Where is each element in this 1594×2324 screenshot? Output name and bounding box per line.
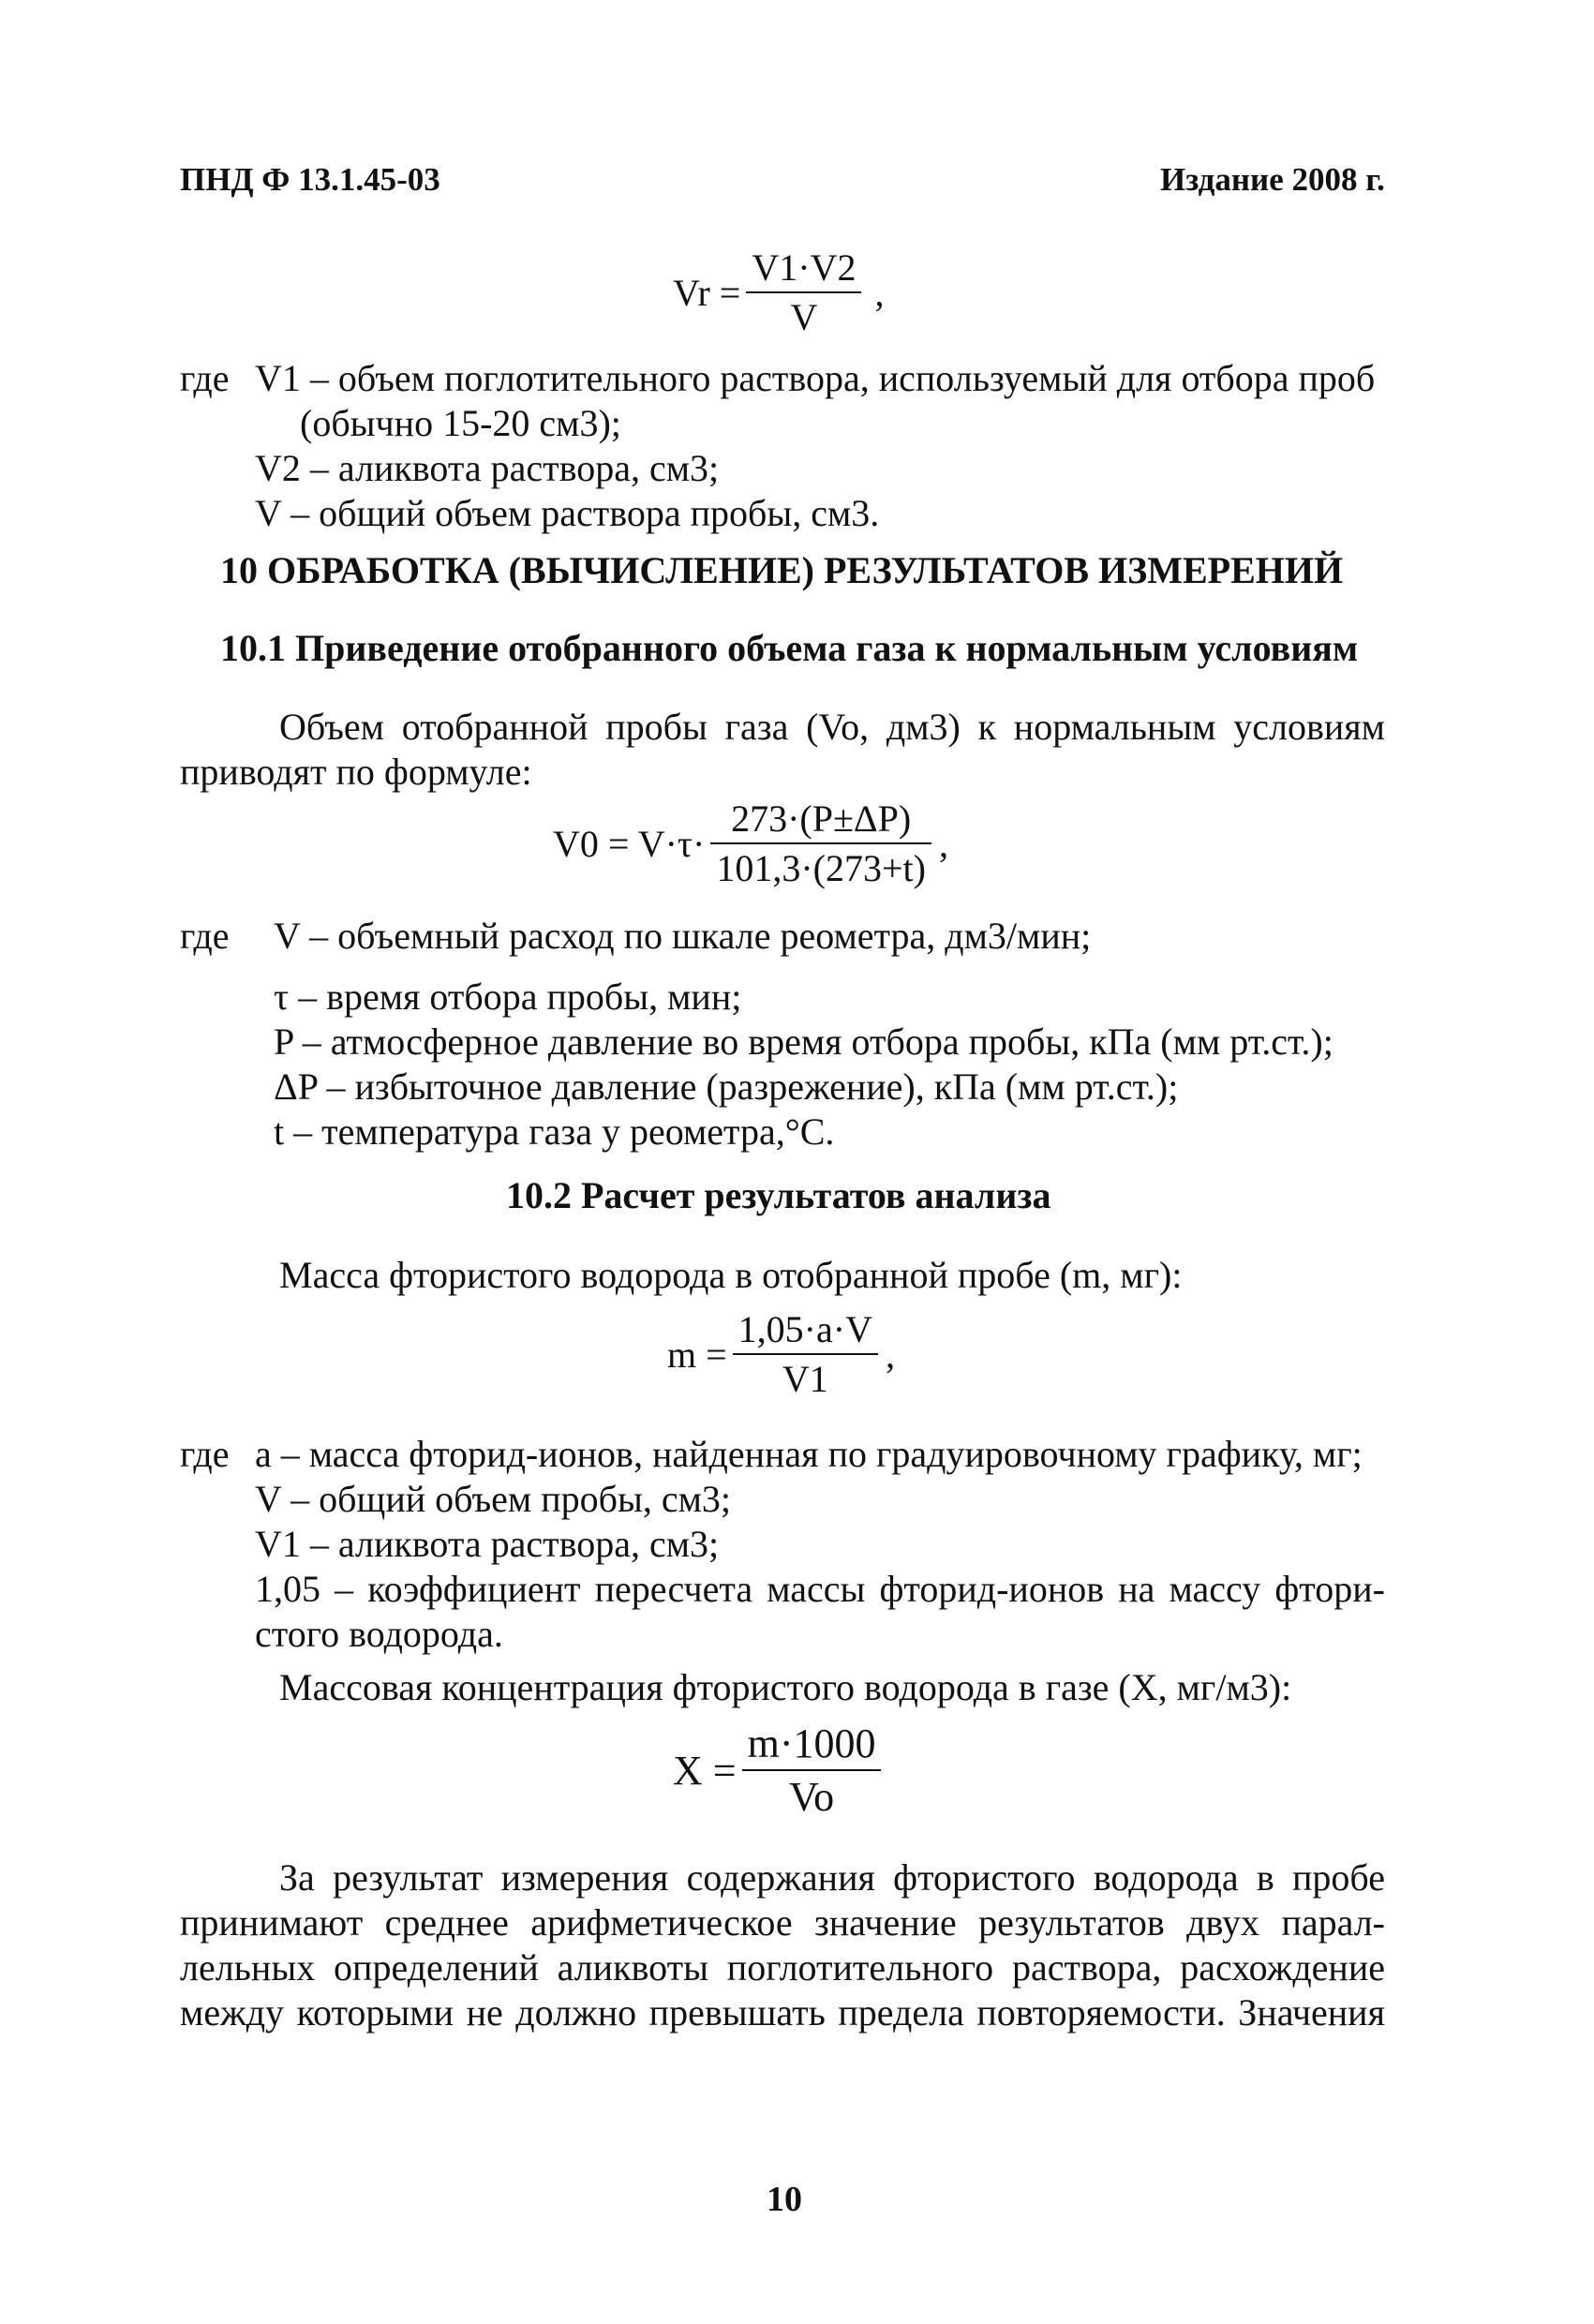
formula-v0 xyxy=(553,797,948,890)
edition-label: Издание 2008 г. xyxy=(1160,161,1385,198)
formula-v0-comma: , xyxy=(938,822,948,865)
v0-legend-line-5: t – температура газа у реометра,°С. xyxy=(274,1110,835,1153)
page-number: 10 xyxy=(767,2180,802,2219)
formula-vr-comma: , xyxy=(874,271,885,314)
vr-legend-line-1b: (обычно 15-20 см3); xyxy=(300,402,621,444)
section-10-1-title: 10.1 Приведение отобранного объема газа к нормальным условиям xyxy=(220,627,1359,669)
vr-legend-line-1: V1 – объем поглотительного раствора, используемый для отбора проб xyxy=(255,357,1376,399)
m-legend-line-4a: 1,05 – коэффициент пересчета массы фторид-ионов на массу фтори- xyxy=(255,1568,1385,1610)
formula-v0-lhs: V0 = V·τ· xyxy=(553,822,706,865)
section-10-2-intro: Масса фтористого водорода в отобранной пробе (m, мг): xyxy=(279,1254,1183,1296)
formula-m xyxy=(667,1307,895,1401)
v0-legend-line-3: P – атмосферное давление во время отбора пробы, кПа (мм рт.ст.); xyxy=(274,1020,1333,1063)
formula-vr xyxy=(673,246,884,339)
v0-legend-line-2: τ – время отбора пробы, мин; xyxy=(274,976,742,1018)
formula-m-comma: , xyxy=(885,1333,895,1376)
section-10-1-intro-a: Объем отобранной пробы газа (Vo, дм3) к нормальным условиям xyxy=(279,706,1385,748)
formula-x-fraction xyxy=(742,1720,882,1821)
formula-vr-fraction xyxy=(746,246,861,339)
formula-x-lhs: X = xyxy=(673,1747,737,1794)
formula-m-fraction xyxy=(733,1307,878,1401)
m-legend-line-4b: стого водорода. xyxy=(255,1613,503,1655)
formula-m-lhs: m = xyxy=(667,1333,727,1376)
section-10-title: 10 ОБРАБОТКА (ВЫЧИСЛЕНИЕ) РЕЗУЛЬТАТОВ ИЗМЕРЕНИЙ xyxy=(220,549,1344,591)
formula-x-numerator: m·1000 xyxy=(742,1720,882,1771)
concentration-intro: Массовая концентрация фтористого водорода в газе (X, мг/м3): xyxy=(279,1666,1292,1708)
document-code: ПНД Ф 13.1.45-03 xyxy=(180,161,440,198)
formula-vr-numerator: V1·V2 xyxy=(746,246,861,293)
m-legend-line-2: V – общий объем пробы, см3; xyxy=(255,1478,732,1520)
formula-x-denominator: Vo xyxy=(788,1774,835,1820)
section-10-2-title: 10.2 Расчет результатов анализа xyxy=(506,1174,1051,1216)
v0-legend-line-1: V – объемный расход по шкале реометра, дм3/мин; xyxy=(274,915,1092,957)
formula-v0-numerator: 273·(P±ΔP) xyxy=(710,797,931,844)
formula-v0-fraction xyxy=(710,797,931,890)
formula-x xyxy=(673,1720,881,1821)
m-legend-gde: где xyxy=(180,1433,230,1475)
vr-legend-gde: где xyxy=(180,357,230,399)
final-paragraph-line-4: между которыми не должно превышать предела повторяемости. Значения xyxy=(180,1991,1385,2034)
vr-legend-line-3: V – общий объем раствора пробы, см3. xyxy=(255,492,880,534)
formula-vr-denominator: V xyxy=(790,296,818,338)
section-10-1-intro-b: приводят по формуле: xyxy=(180,751,532,793)
m-legend-line-3: V1 – аликвота раствора, см3; xyxy=(255,1523,720,1565)
final-paragraph-line-2: принимают среднее арифметическое значение результатов двух парал- xyxy=(180,1901,1385,1944)
formula-vr-lhs: Vr = xyxy=(673,271,741,314)
formula-m-numerator: 1,05·a·V xyxy=(733,1307,878,1355)
v0-legend-gde: где xyxy=(180,915,230,957)
m-legend-line-1: a – масса фторид-ионов, найденная по градуировочному графику, мг; xyxy=(255,1433,1363,1475)
final-paragraph-line-3: лельных определений аликвоты поглотительного раствора, расхождение xyxy=(180,1946,1385,1989)
formula-v0-denominator: 101,3·(273+t) xyxy=(716,847,926,889)
v0-legend-line-4: ΔP – избыточное давление (разрежение), кПа (мм рт.ст.); xyxy=(274,1065,1179,1108)
formula-m-denominator: V1 xyxy=(782,1358,828,1400)
final-paragraph-line-1: За результат измерения содержания фтористого водорода в пробе xyxy=(279,1856,1385,1899)
vr-legend-line-2: V2 – аликвота раствора, см3; xyxy=(255,447,720,489)
